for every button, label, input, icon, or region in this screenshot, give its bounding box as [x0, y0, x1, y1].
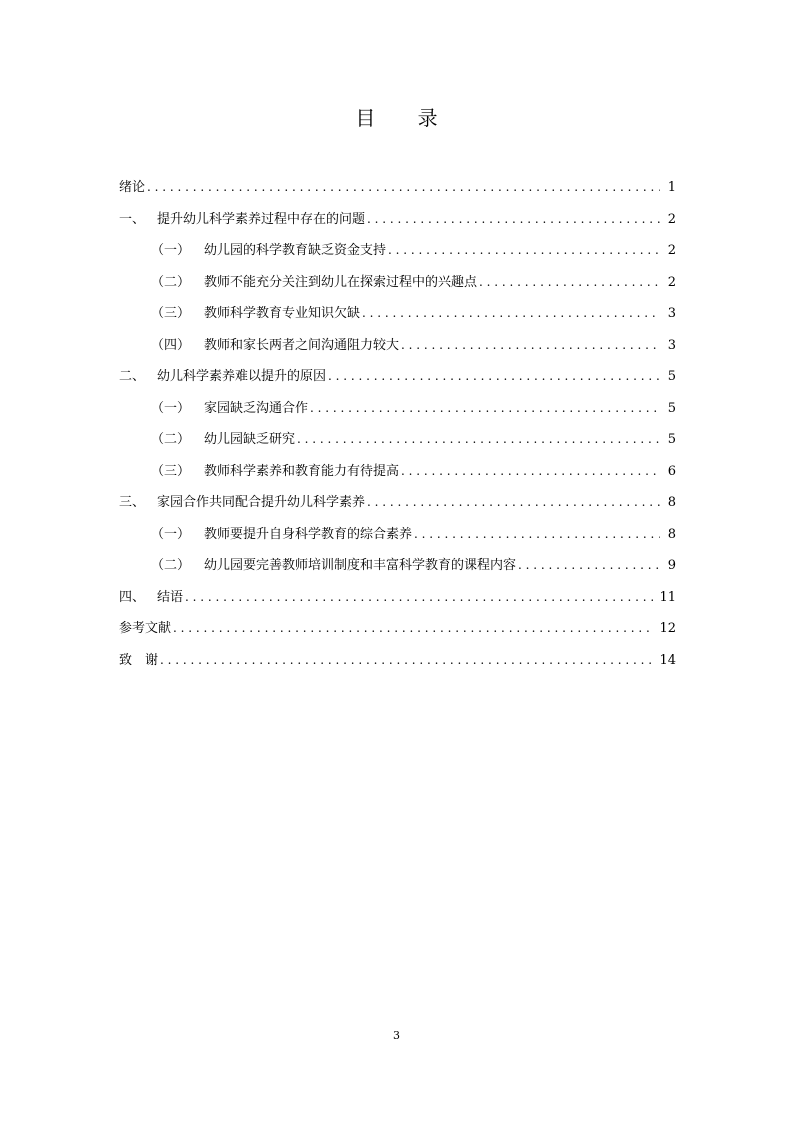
- toc-entry-number: （三）: [151, 463, 191, 479]
- toc-entry-page: 6: [667, 463, 676, 479]
- toc-dot-leader: [401, 456, 660, 488]
- toc-dot-leader: [518, 550, 660, 582]
- toc-entry-number: （二）: [151, 274, 191, 290]
- toc-dot-leader: [160, 645, 653, 677]
- toc-entry-page: 5: [667, 400, 676, 416]
- toc-entry-page: 2: [667, 243, 676, 258]
- toc-entry-page: 8: [667, 526, 676, 542]
- toc-entry-number: （三）: [151, 306, 191, 321]
- toc-entry-number: 三、: [119, 495, 146, 510]
- toc-entry-page: 2: [667, 274, 676, 290]
- toc-entry-number: （一）: [151, 243, 191, 258]
- page-number: 3: [393, 1029, 400, 1042]
- toc-entry-title: 教师科学素养和教育能力有待提高: [204, 463, 400, 479]
- toc-dot-leader: [297, 424, 660, 456]
- toc-entry[interactable]: [119, 456, 676, 488]
- toc-entry-page: 3: [667, 306, 676, 321]
- toc-dot-leader: [362, 298, 660, 330]
- toc-title: 目 录: [355, 106, 456, 130]
- toc-entry-title: 教师科学教育专业知识欠缺: [204, 306, 361, 321]
- toc-entry-title: 教师不能充分关注到幼儿在探索过程中的兴趣点: [204, 274, 478, 290]
- toc-entry[interactable]: [119, 298, 676, 330]
- toc-entry-page: 2: [667, 211, 676, 227]
- toc-entry-number: （一）: [151, 400, 191, 416]
- toc-entry-page: 11: [659, 589, 676, 605]
- toc-dot-leader: [173, 613, 653, 645]
- toc-entry-page: 12: [659, 621, 676, 636]
- toc-entry[interactable]: [119, 613, 676, 645]
- toc-entry-number: 四、: [119, 589, 146, 605]
- toc-dot-leader: [185, 582, 653, 614]
- toc-entry[interactable]: [119, 645, 676, 677]
- toc-entry[interactable]: [119, 487, 676, 519]
- toc-entry-title: 幼儿园要完善教师培训制度和丰富科学教育的课程内容: [204, 558, 517, 573]
- toc-entry-page: 1: [667, 180, 676, 195]
- toc-dot-leader: [310, 393, 660, 425]
- toc-dot-leader: [147, 172, 660, 204]
- toc-entry[interactable]: [119, 393, 676, 425]
- toc-entry[interactable]: [119, 361, 676, 393]
- toc-entry[interactable]: [119, 267, 676, 299]
- toc-entry[interactable]: [119, 330, 676, 362]
- toc-dot-leader: [401, 330, 660, 362]
- toc-entry-title: 家园合作共同配合提升幼儿科学素养: [157, 495, 366, 510]
- toc-entry-title: 幼儿科学素养难以提升的原因: [157, 369, 327, 384]
- toc-entry-page: 5: [667, 369, 676, 384]
- toc-entry-title: 教师要提升自身科学教育的综合素养: [204, 526, 413, 542]
- table-of-contents: [119, 172, 676, 676]
- toc-entry[interactable]: [119, 550, 676, 582]
- toc-entry-page: 3: [667, 337, 676, 353]
- toc-entry-title: 参考文献: [119, 621, 172, 636]
- toc-entry[interactable]: [119, 172, 676, 204]
- toc-dot-leader: [414, 519, 660, 551]
- toc-entry-number: （二）: [151, 432, 191, 447]
- toc-entry-number: 二、: [119, 369, 146, 384]
- toc-dot-leader: [388, 235, 660, 267]
- toc-entry-title: 提升幼儿科学素养过程中存在的问题: [157, 211, 366, 227]
- toc-entry-page: 14: [659, 652, 676, 668]
- toc-entry-title: 致 谢: [119, 652, 159, 668]
- toc-entry[interactable]: [119, 235, 676, 267]
- toc-dot-leader: [367, 204, 660, 236]
- toc-dot-leader: [479, 267, 660, 299]
- toc-entry-page: 8: [667, 495, 676, 510]
- toc-entry-number: （二）: [151, 558, 191, 573]
- toc-entry-title: 幼儿园缺乏研究: [204, 432, 296, 447]
- toc-entry-page: 9: [667, 558, 676, 573]
- toc-entry[interactable]: [119, 204, 676, 236]
- toc-entry-number: （四）: [151, 337, 191, 353]
- toc-entry-title: 家园缺乏沟通合作: [204, 400, 309, 416]
- toc-entry[interactable]: [119, 519, 676, 551]
- toc-entry-page: 5: [667, 432, 676, 447]
- toc-entry-title: 结语: [157, 589, 184, 605]
- toc-entry[interactable]: [119, 582, 676, 614]
- toc-entry-title: 教师和家长两者之间沟通阻力较大: [204, 337, 400, 353]
- toc-entry-number: 一、: [119, 211, 146, 227]
- toc-entry-title: 绪论: [119, 180, 146, 195]
- toc-dot-leader: [328, 361, 660, 393]
- toc-entry-number: （一）: [151, 526, 191, 542]
- toc-entry[interactable]: [119, 424, 676, 456]
- toc-dot-leader: [367, 487, 660, 519]
- toc-entry-title: 幼儿园的科学教育缺乏资金支持: [204, 243, 387, 258]
